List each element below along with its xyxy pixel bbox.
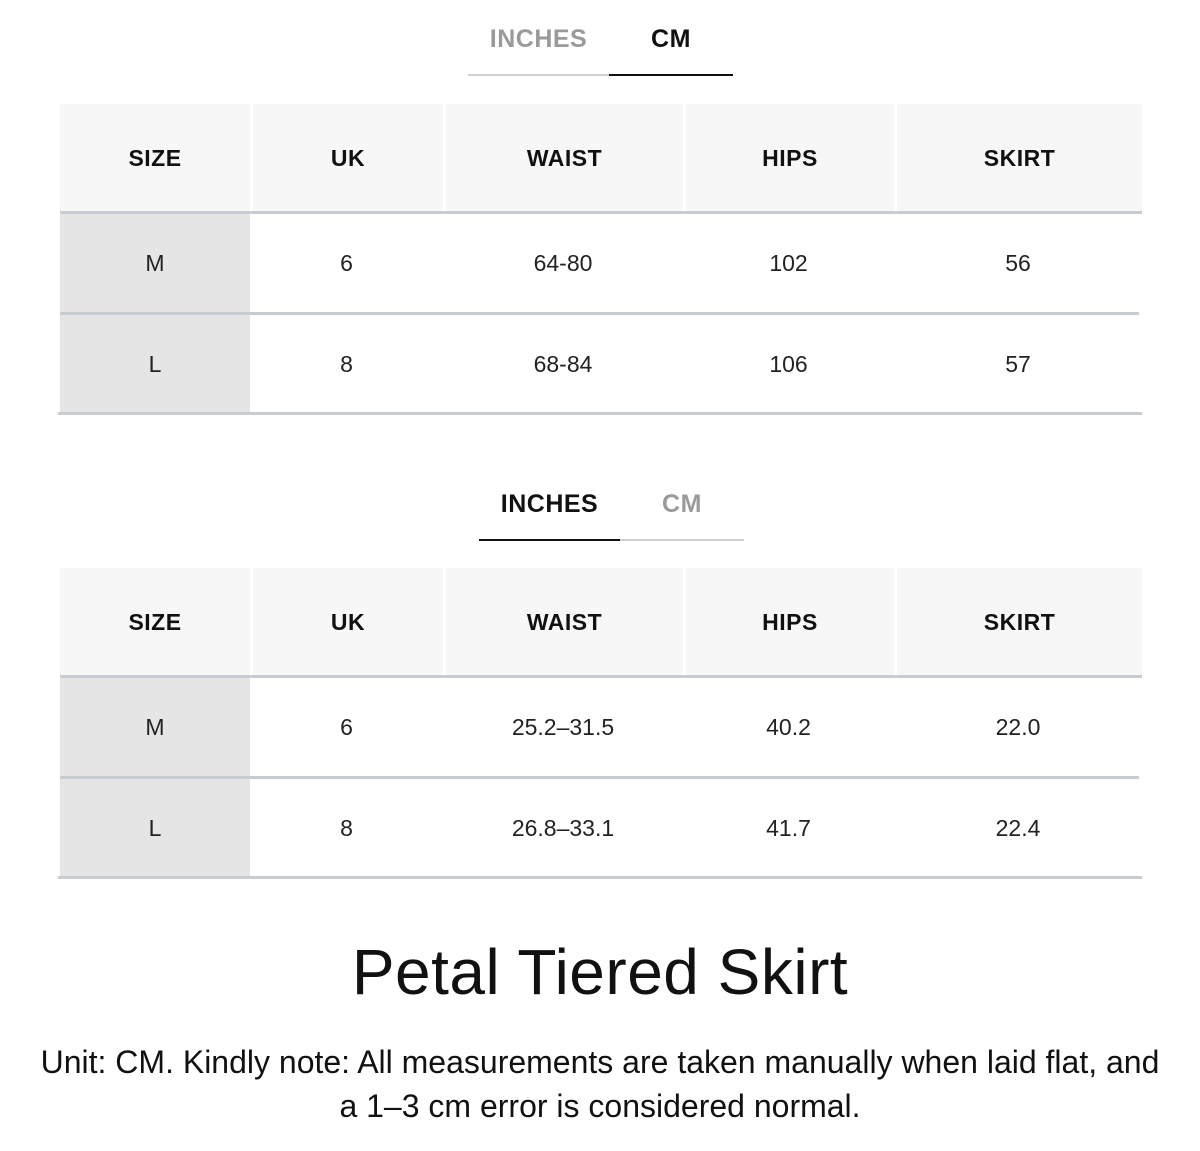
header-skirt: SKIRT	[894, 104, 1142, 212]
measurement-note: Unit: CM. Kindly note: All measurements are taken manually when laid flat, and a 1–3 cm error is considered normal.	[40, 1044, 1160, 1124]
cell-hips: 102	[769, 249, 808, 276]
divider	[58, 876, 1142, 879]
header-skirt: SKIRT	[894, 568, 1142, 676]
cell-uk: 6	[340, 249, 353, 276]
cell-skirt: 57	[1005, 350, 1031, 377]
size-table-inches	[60, 568, 1142, 879]
tab-inches-label: INCHES	[489, 24, 588, 53]
cell-hips: 106	[769, 350, 808, 377]
cell-skirt: 22.0	[995, 713, 1041, 740]
divider	[58, 412, 1142, 415]
cell-size: M	[60, 678, 250, 776]
cell-waist: 25.2–31.5	[511, 713, 615, 740]
header-waist: WAIST	[443, 568, 683, 676]
header-size: SIZE	[60, 104, 250, 212]
cell-uk: 8	[340, 350, 353, 377]
cell-size: M	[60, 214, 250, 312]
table-row	[60, 779, 1142, 877]
cell-size: L	[60, 315, 250, 413]
cell-uk: 8	[340, 814, 353, 841]
tab-inches[interactable]	[468, 0, 609, 76]
table-row	[60, 315, 1142, 413]
cell-skirt: 56	[1005, 249, 1031, 276]
header-hips: HIPS	[683, 104, 894, 212]
cell-waist: 26.8–33.1	[511, 814, 615, 841]
header-uk: UK	[250, 568, 443, 676]
tab-cm-label: CM	[651, 24, 691, 53]
tab-cm[interactable]	[609, 0, 733, 76]
tab-cm-label: CM	[662, 489, 702, 518]
unit-tabs-bottom	[479, 465, 744, 540]
size-table-cm	[60, 104, 1142, 415]
cell-uk: 6	[340, 713, 353, 740]
table-row	[60, 678, 1142, 776]
header-size: SIZE	[60, 568, 250, 676]
table-header-row	[60, 568, 1142, 676]
product-title: Petal Tiered Skirt	[351, 936, 849, 1008]
unit-tabs-top	[468, 0, 733, 75]
header-waist: WAIST	[443, 104, 683, 212]
header-hips: HIPS	[683, 568, 894, 676]
cell-skirt: 22.4	[995, 814, 1041, 841]
table-row	[60, 214, 1142, 312]
cell-hips: 41.7	[766, 814, 811, 841]
cell-waist: 68-84	[533, 350, 593, 377]
header-uk: UK	[250, 104, 443, 212]
cell-waist: 64-80	[533, 249, 593, 276]
cell-size: L	[60, 779, 250, 877]
cell-hips: 40.2	[766, 713, 811, 740]
tab-inches-label: INCHES	[500, 489, 599, 518]
table-header-row	[60, 104, 1142, 212]
tab-cm[interactable]	[620, 465, 744, 541]
tab-inches[interactable]	[479, 465, 620, 541]
